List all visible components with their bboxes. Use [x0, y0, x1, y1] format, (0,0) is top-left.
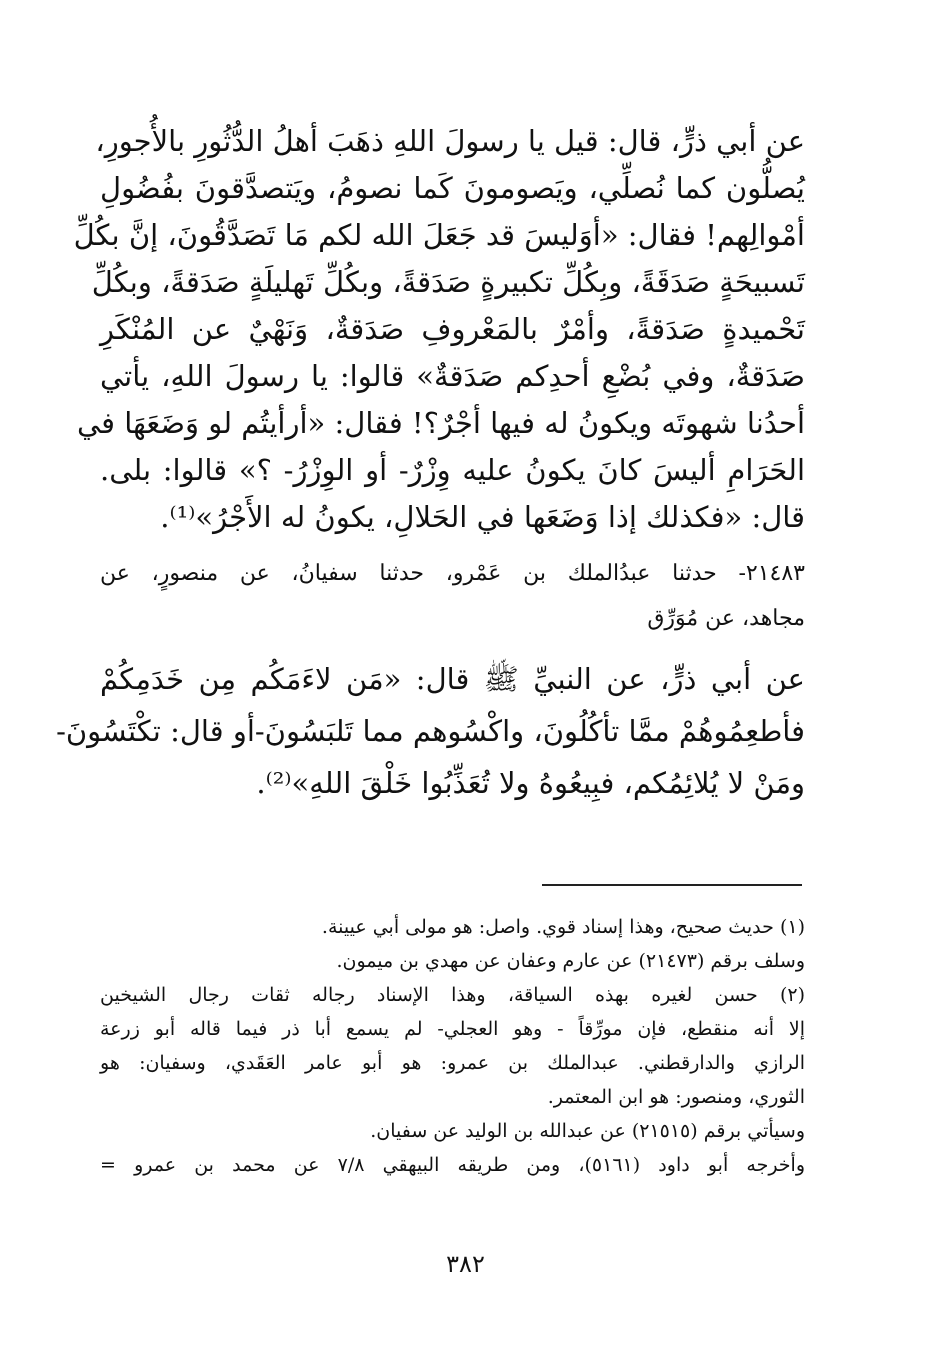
- text-line: فأطعِمُوهُمْ ممَّا تأكُلُونَ، واكْسُوهم مما تَلبَسُونَ-أو قال: تكْتَسُونَ-: [56, 714, 805, 748]
- footnote-separator: [542, 884, 802, 886]
- text-line: تَسبيحَةٍ صَدَقَةً، وبِكُلِّ تكبيرةٍ صَدَقةً، وبكُلِّ تَهليلَةٍ صَدَقةً، وبكُلِّ: [91, 265, 805, 299]
- text-line: تَحْميدةٍ صَدَقةً، وأمْرٌ بالمَعْروفِ صَدَقةٌ، وَنَهْيٌ عن المُنْكَرِ: [100, 312, 805, 346]
- text-line: ٢١٤٨٣- حدثنا عبدُالملك بن عَمْرو، حدثنا سفيانُ، عن منصورٍ، عن: [100, 561, 805, 586]
- text-line: ومَنْ لا يُلائِمُكم، فبِيعُوهُ ولا تُعَذِّبُوا خَلْقَ اللهِ»⁽²⁾.: [256, 766, 805, 800]
- footnote-line: الرازي والدارقطني. عبدالملك بن عمرو: هو أبو عامر العَقَدي، وسفيان: هو: [100, 1052, 805, 1074]
- footnote-line: (٢) حسن لغيره بهذه السياقة، وهذا الإسناد رجاله ثقات رجال الشيخين: [100, 984, 805, 1006]
- hadith-1: [73, 118, 805, 541]
- text-line: أحدُنا شهوتَه ويكونُ له فيها أجْرٌ؟! فقال: «أرأيتُم لو وَضَعَهَا في: [76, 406, 805, 440]
- footnote-line: إلا أنه منقطع، فإن مورِّقاً - وهو العجلي- لم يسمع أبا ذر فيما قاله أبو زرعة: [100, 1018, 805, 1040]
- text-line: يُصلُّون كما نُصلِّي، ويَصومونَ كَما نصومُ، ويَتصدَّقونَ بفُضُولِ: [100, 171, 805, 205]
- main-text: [56, 118, 805, 809]
- text-line: الحَرَامِ أليسَ كانَ يكونُ عليه وِزْرٌ- أو الوِزْرُ- ؟» قالوا: بلى.: [100, 453, 805, 487]
- page-number: ٣٨٢: [446, 1250, 485, 1278]
- text-line: عن أبي ذرٍّ، قال: قيل يا رسولَ اللهِ ذهَبَ أهلُ الدُّثُورِ بالأُجورِ،: [95, 124, 805, 158]
- text-line: قال: «فكذلك إذا وَضَعَها في الحَلالِ، يكونُ له الأَجْرُ»⁽¹⁾.: [160, 500, 805, 534]
- footnotes: [100, 910, 805, 1182]
- hadith-2: [56, 653, 805, 809]
- text-line: صَدَقةٌ، وفي بُضْعِ أحدِكم صَدَقةٌ» قالوا: يا رسولَ اللهِ، يأتي: [100, 359, 805, 393]
- footnote-line: وأخرجه أبو داود (٥١٦١)، ومن طريقه البيهقي ٧/٨ عن محمد بن عمرو =: [100, 1154, 805, 1176]
- text-line: مجاهد، عن مُوَرِّق: [647, 606, 805, 631]
- footnote-line: وسلف برقم (٢١٤٧٣) عن عارم وعفان عن مهدي بن ميمون.: [336, 950, 805, 972]
- footnote-line: (١) حديث صحيح، وهذا إسناد قوي. واصل: هو مولى أبي عيينة.: [321, 916, 805, 938]
- footnote-line: وسيأتي برقم (٢١٥١٥) عن عبدالله بن الوليد عن سفيان.: [370, 1120, 805, 1142]
- text-line: عن أبي ذرٍّ، عن النبيِّ ﷺ قال: «مَن لاءَمَكُم مِن خَدَمِكُمْ: [100, 662, 805, 696]
- isnad-chain: [100, 551, 805, 641]
- footnote-line: الثوري، ومنصور: هو ابن المعتمر.: [547, 1086, 805, 1108]
- text-line: أمْوالِهم! فقال: «أوَليسَ قد جَعَلَ الله لكم مَا تَصَدَّقُونَ، إنَّ بكُلِّ: [73, 218, 805, 252]
